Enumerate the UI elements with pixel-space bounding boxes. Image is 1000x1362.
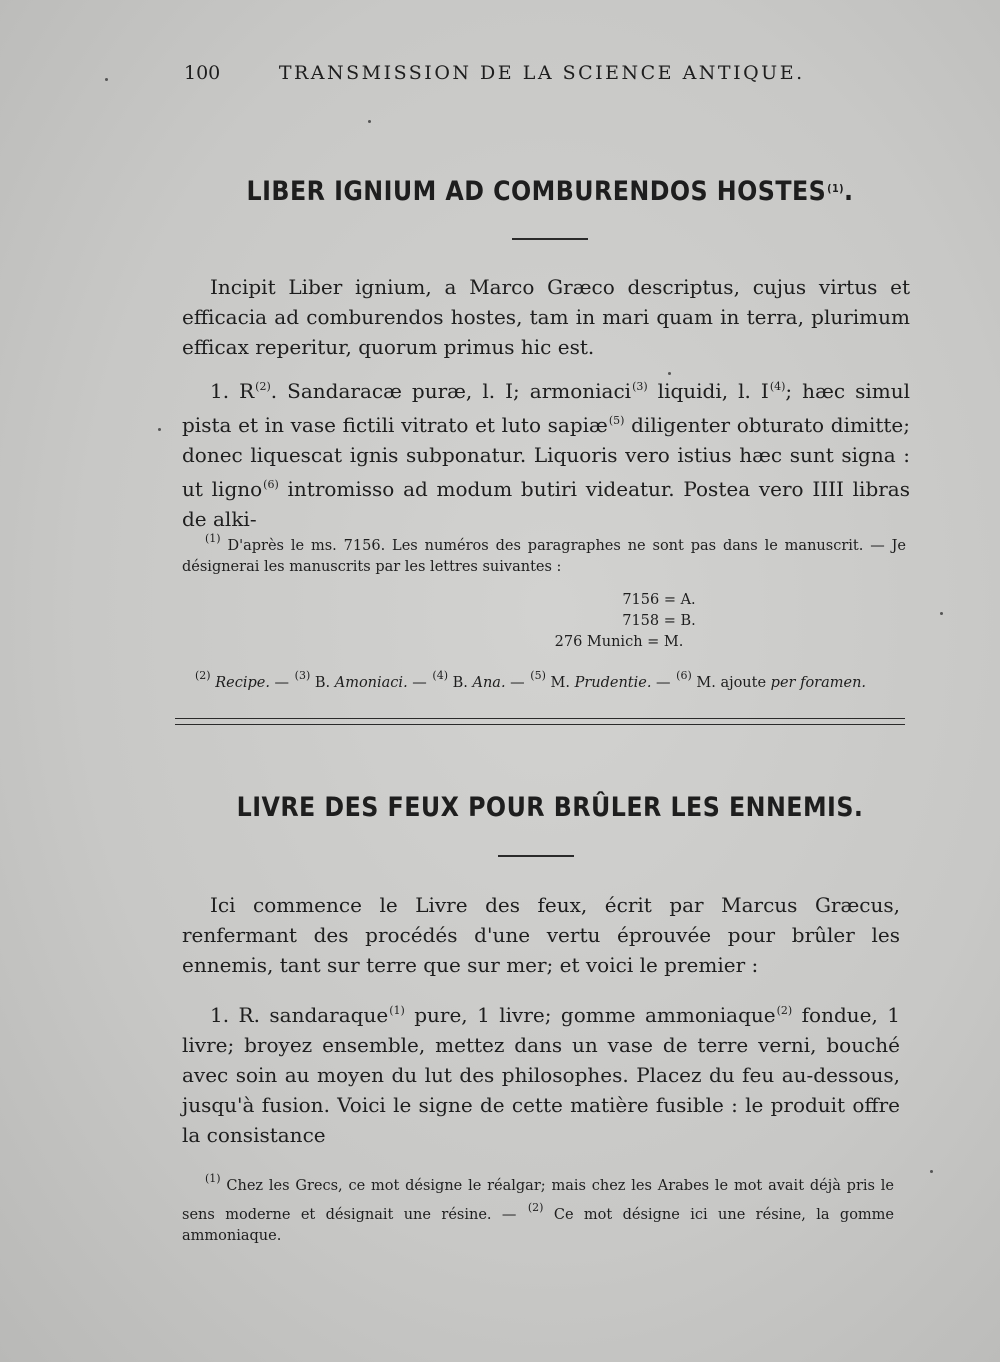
- footnote-1: $^{(1)}$ D'après le ms. 7156. Les numéros des paragraphes ne sont pas dans le manuscrit. — Je désignerai les manuscrits par les lettres suivantes :: [182, 532, 906, 575]
- french-footnotes: [182, 1168, 894, 1247]
- paper-speck: [940, 612, 943, 615]
- french-paragraph-2: 1. R. sandaraque$^{(1)}$ pure, 1 livre; gomme ammoniaque$^{(2)}$ fondue, 1 livre; broyez ensemble, mettez dans un vase de terre verni, bouché avec soin au moyen du lut des philosophes. Placez du feu au-dessous, jusqu'à fusion. Voici le signe de cette matière fusible : le produit offre la consistance: [182, 1003, 901, 1147]
- french-paragraph-1: Ici commence le Livre des feux, écrit par Marcus Græcus, renfermant des procédés d'une vertu éprouvée pour brûler les ennemis, tant sur terre que sur mer; et voici le premier :: [182, 893, 900, 977]
- title-rule-2: [498, 855, 574, 857]
- paper-speck: [158, 428, 161, 431]
- siglum-m: 276 Munich = M.: [554, 634, 684, 650]
- running-title: TRANSMISSION DE LA SCIENCE ANTIQUE.: [278, 62, 805, 84]
- paper-speck: [105, 78, 108, 81]
- latin-footnotes: [182, 528, 906, 694]
- latin-paragraph-1: Incipit Liber ignium, a Marco Græco descriptus, cujus virtus et efficacia ad comburendos hostes, tam in mari quam in terra, plurimum efficax reperitur, quorum primus hic est.: [182, 275, 910, 359]
- paper-speck: [368, 120, 371, 123]
- section-separator: [175, 718, 905, 725]
- siglum-a: 7156 = A.: [622, 592, 696, 608]
- title-rule: [512, 238, 588, 240]
- latin-title: LIBER IGNIUM AD COMBURENDOS HOSTES$^{(1)}$.: [246, 176, 854, 207]
- french-title: LIVRE DES FEUX POUR BRÛLER LES ENNEMIS.: [236, 792, 864, 823]
- latin-paragraph-2: 1. $R^{(2)}$. Sandaracæ puræ, l. I; armoniaci$^{(3)}$ liquidi, l. $I^{(4)}$; hæc simul pista et in vase fictili vitrato et luto sapiæ$^{(5)}$ diligenter obturato dimitte; donec liquescat ignis subponatur. Liquoris vero istius hæc sunt signa : ut ligno$^{(6)}$ intromisso ad modum butiri videatur. Postea vero IIII libras de alki-: [182, 379, 910, 531]
- french-footnote: $^{(1)}$ Chez les Grecs, ce mot désigne le réalgar; mais chez les Arabes le mot avait déjà pris le sens moderne et désignait une résine. — $^{(2)}$ Ce mot désigne ici une résine, la gomme ammoniaque.: [182, 1172, 895, 1244]
- paper-speck: [930, 1170, 933, 1173]
- paper-speck: [668, 372, 671, 375]
- siglum-b: 7158 = B.: [622, 613, 696, 629]
- french-text: [182, 890, 900, 1150]
- latin-title-text: LIBER IGNIUM AD COMBURENDOS HOSTES: [246, 176, 827, 207]
- page-number: 100: [184, 62, 221, 84]
- latin-text: [182, 272, 910, 534]
- footnotes-2-to-6: $^{(2)}$ Recipe. — $^{(3)}$ B. Amoniaci. — $^{(4)}$ B. Ana. — $^{(5)}$ M. Prudentie. — $^{(6)}$ M. ajoute per foramen.: [195, 669, 867, 691]
- latin-title-note: (1): [827, 182, 844, 195]
- running-head: [184, 62, 824, 84]
